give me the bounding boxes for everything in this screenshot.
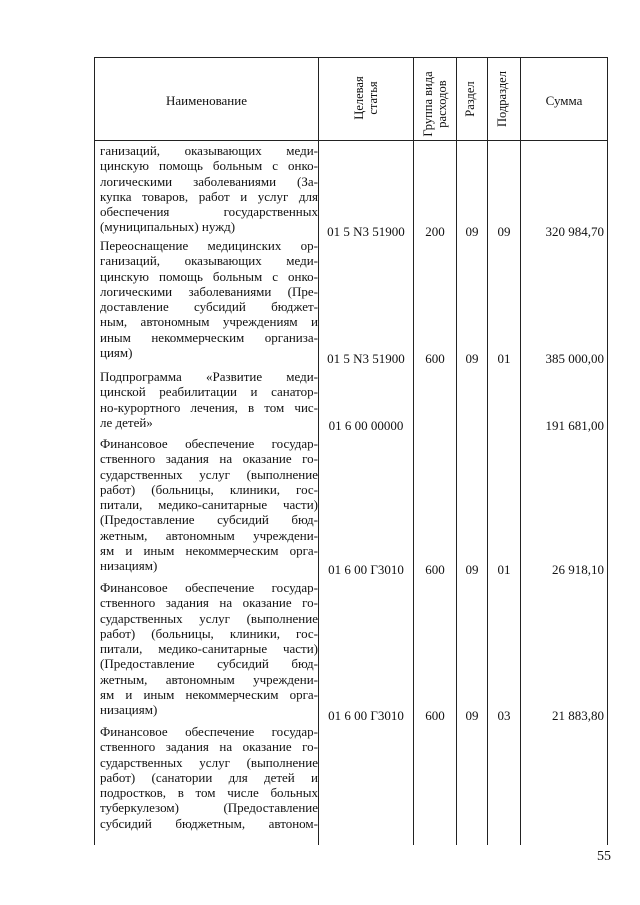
name-line: циям) [100, 345, 133, 361]
name-line: подростков, в том числе больных [100, 785, 318, 801]
row-sum: 191 681,00 [545, 418, 604, 433]
row-sum: 385 000,00 [545, 351, 604, 366]
header-name: Наименование [166, 93, 247, 108]
name-line: жетным, автономным учреждени- [100, 671, 318, 687]
name-line: питали, медико-санитарные части) [100, 641, 318, 657]
name-line: ственного задания на оказание го- [100, 739, 318, 755]
name-line: ганизаций, оказывающих меди- [100, 253, 318, 269]
col-divider-name [318, 57, 319, 845]
row-sum: 21 883,80 [552, 708, 604, 723]
col-divider-group [456, 57, 457, 845]
row-group: 600 [425, 708, 445, 723]
name-line: цинской реабилитации и санатор- [100, 384, 318, 400]
name-line: цинскую помощь больным с онко- [100, 268, 318, 284]
table-row-name [100, 143, 318, 235]
table-row-name [100, 436, 318, 574]
name-line: но-курортного лечения, в том чис- [100, 399, 318, 415]
header-expense-group: Группа вида расходов [421, 71, 449, 137]
row-section: 09 [465, 562, 479, 577]
table-row-name [100, 724, 318, 831]
name-line: работ) (больницы, клиники, гос- [100, 481, 318, 497]
name-line: цинскую помощь больным с онко- [100, 158, 318, 174]
header-bottom-border [94, 140, 608, 141]
name-line: сударственных услуг (выполнение [100, 466, 318, 482]
header-sum: Сумма [545, 93, 583, 108]
name-line: (Предоставление субсидий бюд- [100, 512, 318, 528]
row-section: 09 [465, 708, 479, 723]
header-subsection: Подраздел [495, 71, 509, 127]
table-left-border [94, 57, 95, 845]
name-line: ям и иным некоммерческим орга- [100, 687, 318, 703]
name-line: сударственных услуг (выполнение [100, 610, 318, 626]
name-line: ганизаций, оказывающих меди- [100, 143, 318, 158]
name-line: ным, автономным учреждениям и [100, 314, 318, 330]
row-code: 01 6 00 Г3010 [328, 562, 404, 577]
row-code: 01 5 N3 51900 [327, 224, 405, 239]
name-line: иным некоммерческим организа- [100, 329, 318, 345]
table-row-name [100, 369, 318, 430]
table-top-border [94, 57, 608, 58]
row-group: 200 [425, 224, 445, 239]
col-divider-section [487, 57, 488, 845]
row-section: 09 [465, 224, 479, 239]
row-sum: 320 984,70 [545, 224, 604, 239]
name-line: ственного задания на оказание го- [100, 451, 318, 467]
row-code: 01 6 00 00000 [328, 418, 404, 433]
name-line: логическими заболеваниями (За- [100, 173, 318, 189]
table-right-border [607, 57, 608, 845]
name-line: жетным, автономным учреждени- [100, 527, 318, 543]
row-group: 600 [425, 562, 445, 577]
row-subsection: 01 [497, 351, 511, 366]
name-line: Финансовое обеспечение государ- [100, 724, 318, 739]
name-line: работ) (больницы, клиники, гос- [100, 625, 318, 641]
name-line: купка товаров, работ и услуг для [100, 188, 318, 204]
row-sum: 26 918,10 [552, 562, 604, 577]
row-group: 600 [425, 351, 445, 366]
name-line: низациям) [100, 702, 158, 718]
row-code: 01 5 N3 51900 [327, 351, 405, 366]
name-line: туберкулезом) (Предоставление [100, 800, 318, 816]
page-number: 55 [597, 849, 611, 864]
row-subsection: 03 [497, 708, 511, 723]
name-line: Финансовое обеспечение государ- [100, 580, 318, 595]
name-line: ям и иным некоммерческим орга- [100, 543, 318, 559]
name-line: Подпрограмма «Развитие меди- [100, 369, 318, 384]
header-target-article: Целевая статья [352, 76, 380, 120]
name-line: (муниципальных) нужд) [100, 219, 236, 235]
table-row-name [100, 238, 318, 360]
name-line: ле детей» [100, 414, 153, 430]
name-line: доставление субсидий бюджет- [100, 299, 318, 315]
name-line: ственного задания на оказание го- [100, 595, 318, 611]
col-divider-code [413, 57, 414, 845]
name-line: субсидий бюджетным, автоном- [100, 815, 318, 831]
name-line: Финансовое обеспечение государ- [100, 436, 318, 451]
name-line: обеспечения государственных [100, 204, 318, 220]
name-line: низациям) [100, 558, 158, 574]
name-line: Переоснащение медицинских ор- [100, 238, 318, 253]
row-code: 01 6 00 Г3010 [328, 708, 404, 723]
row-subsection: 09 [497, 224, 511, 239]
name-line: сударственных услуг (выполнение [100, 754, 318, 770]
table-row-name [100, 580, 318, 718]
header-section: Раздел [463, 81, 477, 117]
name-line: питали, медико-санитарные части) [100, 497, 318, 513]
name-line: логическими заболеваниями (Пре- [100, 283, 318, 299]
name-line: работ) (санатории для детей и [100, 769, 318, 785]
col-divider-subsection [520, 57, 521, 845]
name-line: (Предоставление субсидий бюд- [100, 656, 318, 672]
row-section: 09 [465, 351, 479, 366]
row-subsection: 01 [497, 562, 511, 577]
